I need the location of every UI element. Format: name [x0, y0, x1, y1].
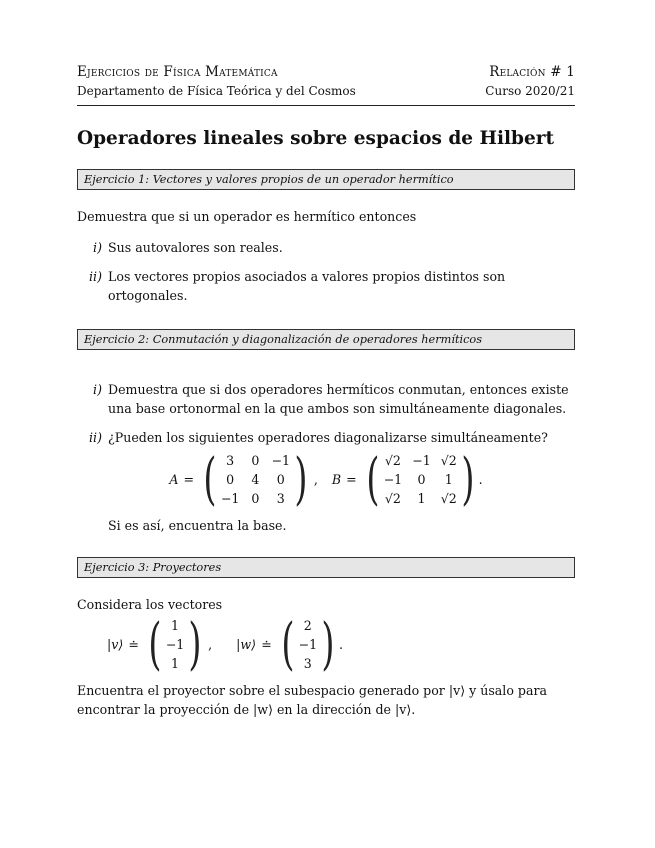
vector-component: −1	[298, 637, 318, 652]
header-sub-row	[77, 84, 575, 98]
item-text: Demuestra que si dos operadores hermíticos conmutan, entonces existe una base ortonormal en la que ambos son simultáneamente diagonales.	[108, 382, 569, 416]
matrix-cell: 3	[226, 453, 235, 468]
matrix-cell: 3	[276, 491, 285, 506]
matrix-cell: 1	[444, 472, 453, 487]
matrix-cell: −1	[271, 453, 291, 468]
matrix-cell: √2	[440, 453, 457, 468]
course-year: Curso 2020/21	[485, 84, 575, 98]
matrix-cell: 0	[417, 472, 426, 487]
matrix-cell: √2	[440, 491, 457, 506]
item-number: i)	[93, 240, 102, 255]
vector-w-label: |w⟩	[236, 637, 257, 652]
header-top-row	[77, 64, 575, 80]
page-title: Operadores lineales sobre espacios de Hilbert	[77, 128, 555, 149]
exercise-3-intro: Considera los vectores	[77, 597, 223, 612]
exercise-1-intro: Demuestra que si un operador es hermítico entonces	[77, 209, 417, 224]
vector-component: 3	[303, 656, 312, 671]
vector-equation: |v⟩ ≐ ( 1 −1 1 ) , |w⟩ ≐ ( 2 −1 3 ) .	[107, 611, 343, 677]
vector-w-cells	[299, 616, 318, 673]
matrix-cell: −1	[412, 453, 431, 468]
exercise-2-item-i	[77, 380, 575, 418]
course-title: Ejercicios de Física Matemática	[77, 64, 278, 80]
matrix-cell: 4	[251, 472, 260, 487]
matrix-b-name: B	[331, 472, 342, 487]
matrix-cell: √2	[384, 453, 401, 468]
exercise-2-item-ii	[77, 428, 575, 447]
vector-v: ( 1 −1 1 )	[148, 611, 202, 677]
vector-component: −1	[165, 637, 185, 652]
matrix-equation: A = ( 3 0 −1 0 4 0 −1 0 3 ) , B = ( √2 −1 √2 −1 0 1 √2 1 √2 ) .	[169, 446, 483, 512]
matrix-cell: 0	[251, 491, 260, 506]
vector-component: 2	[303, 618, 312, 633]
matrix-b-cells	[384, 451, 457, 508]
matrix-cell: 0	[276, 472, 285, 487]
matrix-cell: 0	[251, 453, 260, 468]
department: Departamento de Física Teórica y del Cosmos	[77, 84, 356, 98]
vector-v-cells	[166, 616, 185, 673]
relation-number: Relación # 1	[489, 64, 575, 80]
vector-v-label: |v⟩	[107, 637, 124, 652]
header-rule	[77, 105, 575, 106]
item-text: Sus autovalores son reales.	[108, 240, 283, 255]
exercise-3-outro: Encuentra el proyector sobre el subespacio generado por |v⟩ y úsalo para encontrar la proyección de |w⟩ en la dirección de |v⟩.	[77, 683, 548, 717]
matrix-a: ( 3 0 −1 0 4 0 −1 0 3 )	[203, 446, 308, 512]
matrix-cell: −1	[383, 472, 403, 487]
exercise-1-heading: Ejercicio 1: Vectores y valores propios de un operador hermítico	[77, 169, 575, 190]
matrix-cell: √2	[384, 491, 401, 506]
vector-w: ( 2 −1 3 )	[281, 611, 335, 677]
matrix-b: ( √2 −1 √2 −1 0 1 √2 1 √2 )	[366, 446, 475, 512]
item-text: ¿Pueden los siguientes operadores diagonalizarse simultáneamente?	[108, 430, 548, 445]
exercise-3-heading: Ejercicio 3: Proyectores	[77, 557, 575, 578]
exercise-1-item-ii	[77, 267, 575, 305]
matrix-a-name: A	[169, 472, 179, 487]
exercise-2-followup: Si es así, encuentra la base.	[108, 518, 287, 533]
vector-component: 1	[170, 656, 179, 671]
matrix-a-cells	[221, 451, 290, 508]
vector-component: 1	[170, 618, 179, 633]
document-page	[77, 64, 575, 719]
item-text: Los vectores propios asociados a valores propios distintos son ortogonales.	[108, 269, 506, 303]
item-number: ii)	[89, 269, 102, 284]
matrix-cell: 1	[417, 491, 426, 506]
exercise-2-heading: Ejercicio 2: Conmutación y diagonalización de operadores hermíticos	[77, 329, 575, 350]
item-number: ii)	[89, 430, 102, 445]
matrix-cell: −1	[220, 491, 240, 506]
matrix-cell: 0	[226, 472, 235, 487]
exercise-1-item-i	[77, 238, 575, 257]
item-number: i)	[93, 382, 102, 397]
